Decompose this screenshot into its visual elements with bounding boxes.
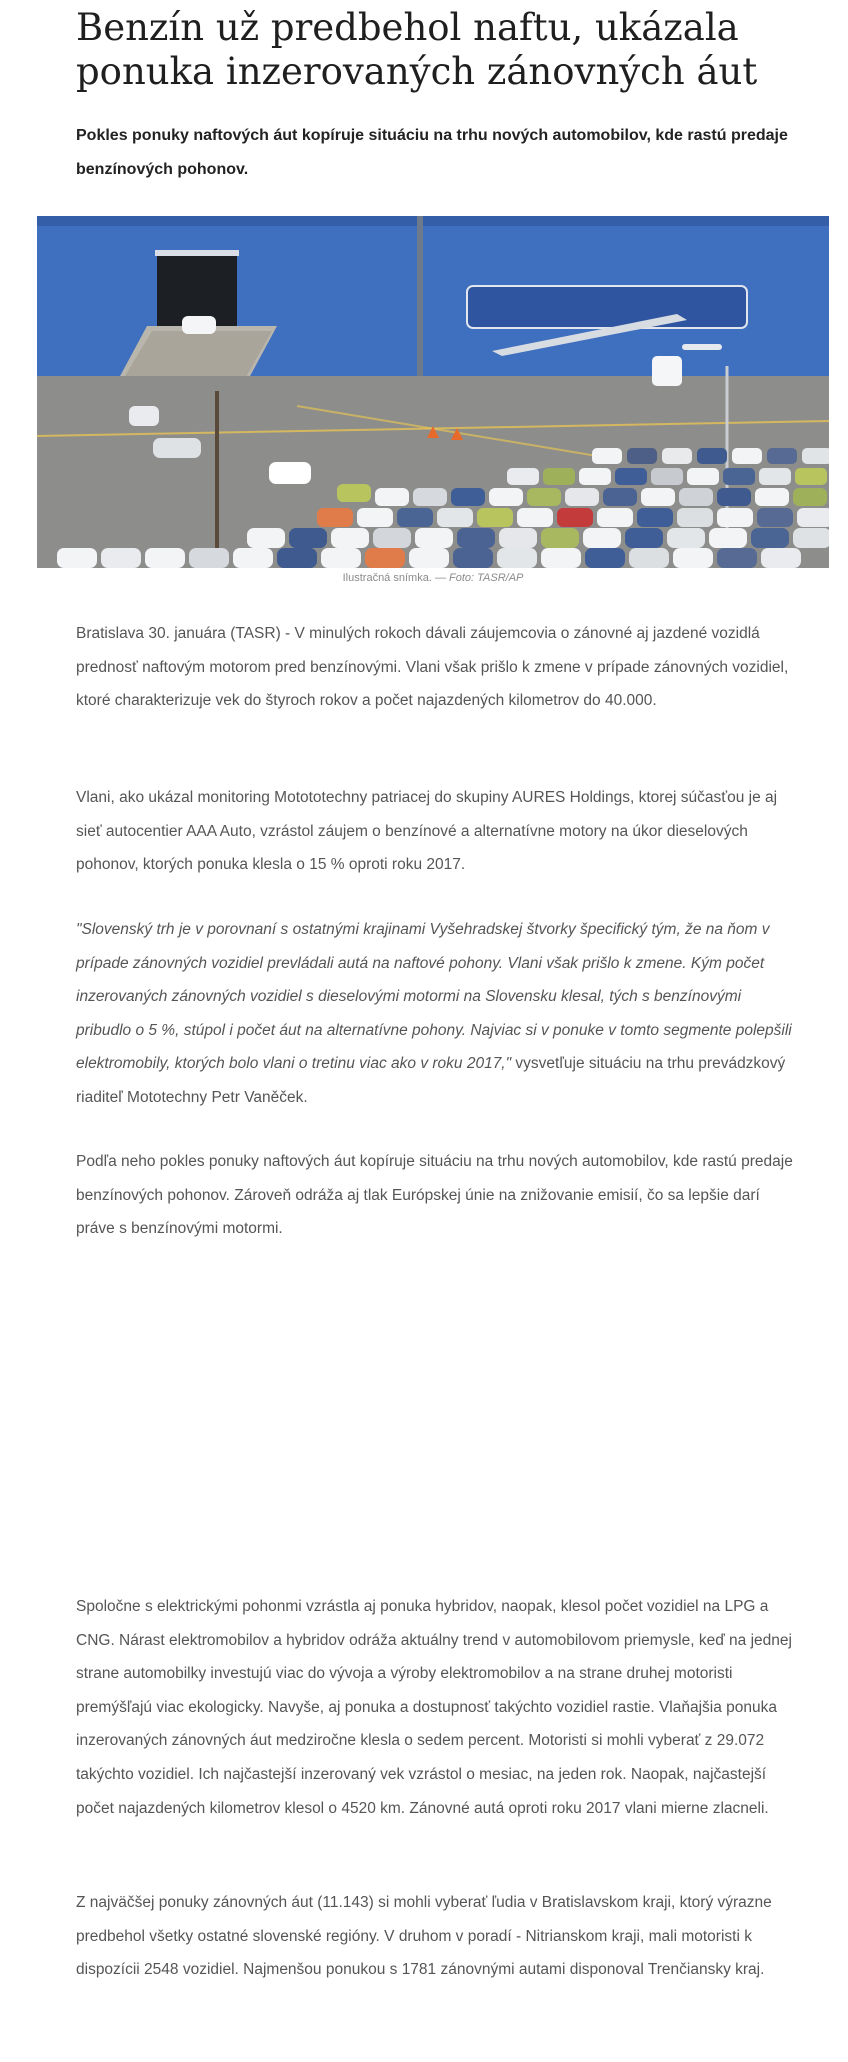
quote-attribution: vysvetľuje situáciu na trhu prevádzkový riaditeľ Mototechny Petr Vaněček. [76,1055,786,1106]
article-quote-paragraph [76,913,796,1115]
photo-caption [37,570,829,586]
article-paragraph: Podľa neho pokles ponuky naftových áut kopíruje situáciu na trhu nových automobilov, kde rastú predaje benzínových pohonov. Zároveň odráža aj tlak Európskej únie na znižovanie emisií, čo sa lepšie darí práve s benzínovými motormi. [76,1153,793,1238]
article-paragraph: Spoločne s elektrickými pohonmi vzrástla aj ponuka hybridov, naopak, klesol počet vozidiel na LPG a CNG. Nárast elektromobilov a hybridov odráža aktuálny trend v automobilovom priemysle, keď na jednej strane automobilky investujú viac do vývoja a výroby elektromobilov a na strane druhej motoristi premýšľajú viac ekologicky. Navyše, aj ponuka a dostupnosť takýchto vozidiel rastie. Vlaňajšia ponuka inzerovaných zánovných áut medziročne klesla o sedem percent. Motoristi si mohli vyberať z 29.072 takýchto vozidiel. Ich najčastejší inzerovaný vek vzrástol o mesiac, na jeden rok. Naopak, najčastejší počet najazdených kilometrov klesol o 4520 km. Zánovné autá oproti roku 2017 vlani mierne zlacneli. [76,1598,792,1817]
article-lead: Pokles ponuky naftových áut kopíruje situáciu na trhu nových automobilov, kde rastú predaje benzínových pohonov. [76,127,788,178]
quote-text: "Slovenský trh je v porovnaní s ostatnými krajinami Vyšehradskej štvorky špecifický tým, že na ňom v prípade zánovných vozidiel prevládali autá na naftové pohony. Vlani však prišlo k zmene. Kým počet inzerovaných zánovných vozidiel s dieselovými motormi na Slovensku klesal, tých s benzínovými pribudlo o 5 %, stúpol i počet áut na alternatívne pohony. Najviac si v ponuke v tomto segmente polepšili elektromobily, ktorých bolo vlani o tretinu viac ako v roku 2017," [76,921,792,1073]
photo-credit: — Foto: TASR/AP [434,572,524,584]
article-paragraph: Z najväčšej ponuky zánovných áut (11.143) si mohli vyberať ľudia v Bratislavskom kraji, ktorý výrazne predbehol všetky ostatné slovenské regióny. V druhom v poradí - Nitrianskom kraji, mali motoristi k dispozícii 2548 vozidiel. Najmenšou ponukou s 1781 zánovnými autami disponoval Trenčiansky kraj. [76,1894,772,1979]
photo-caption-text: Ilustračná snímka. [342,572,432,584]
article-photo[interactable] [37,216,829,568]
article-title: Benzín už predbehol naftu, ukázala ponuka inzerovaných zánovných áut [76,6,758,93]
article-paragraph: Bratislava 30. januára (TASR) - V minulých rokoch dávali záujemcovia o zánovné aj jazdené vozidlá prednosť naftovým motorom pred benzínovými. Vlani však prišlo k zmene v prípade zánovných vozidiel, ktoré charakterizuje vek do štyroch rokov a počet najazdených kilometrov do 40.000. [76,625,789,710]
cargo-ship-photo-illustration [37,216,829,568]
article-paragraph: Vlani, ako ukázal monitoring Motototechny patriacej do skupiny AURES Holdings, ktorej súčasťou je aj sieť autocentier AAA Auto, vzrástol záujem o benzínové a alternatívne motory na úkor dieselových pohonov, ktorých ponuka klesla o 15 % oproti roku 2017. [76,789,778,874]
ad-placeholder [76,1265,796,1565]
